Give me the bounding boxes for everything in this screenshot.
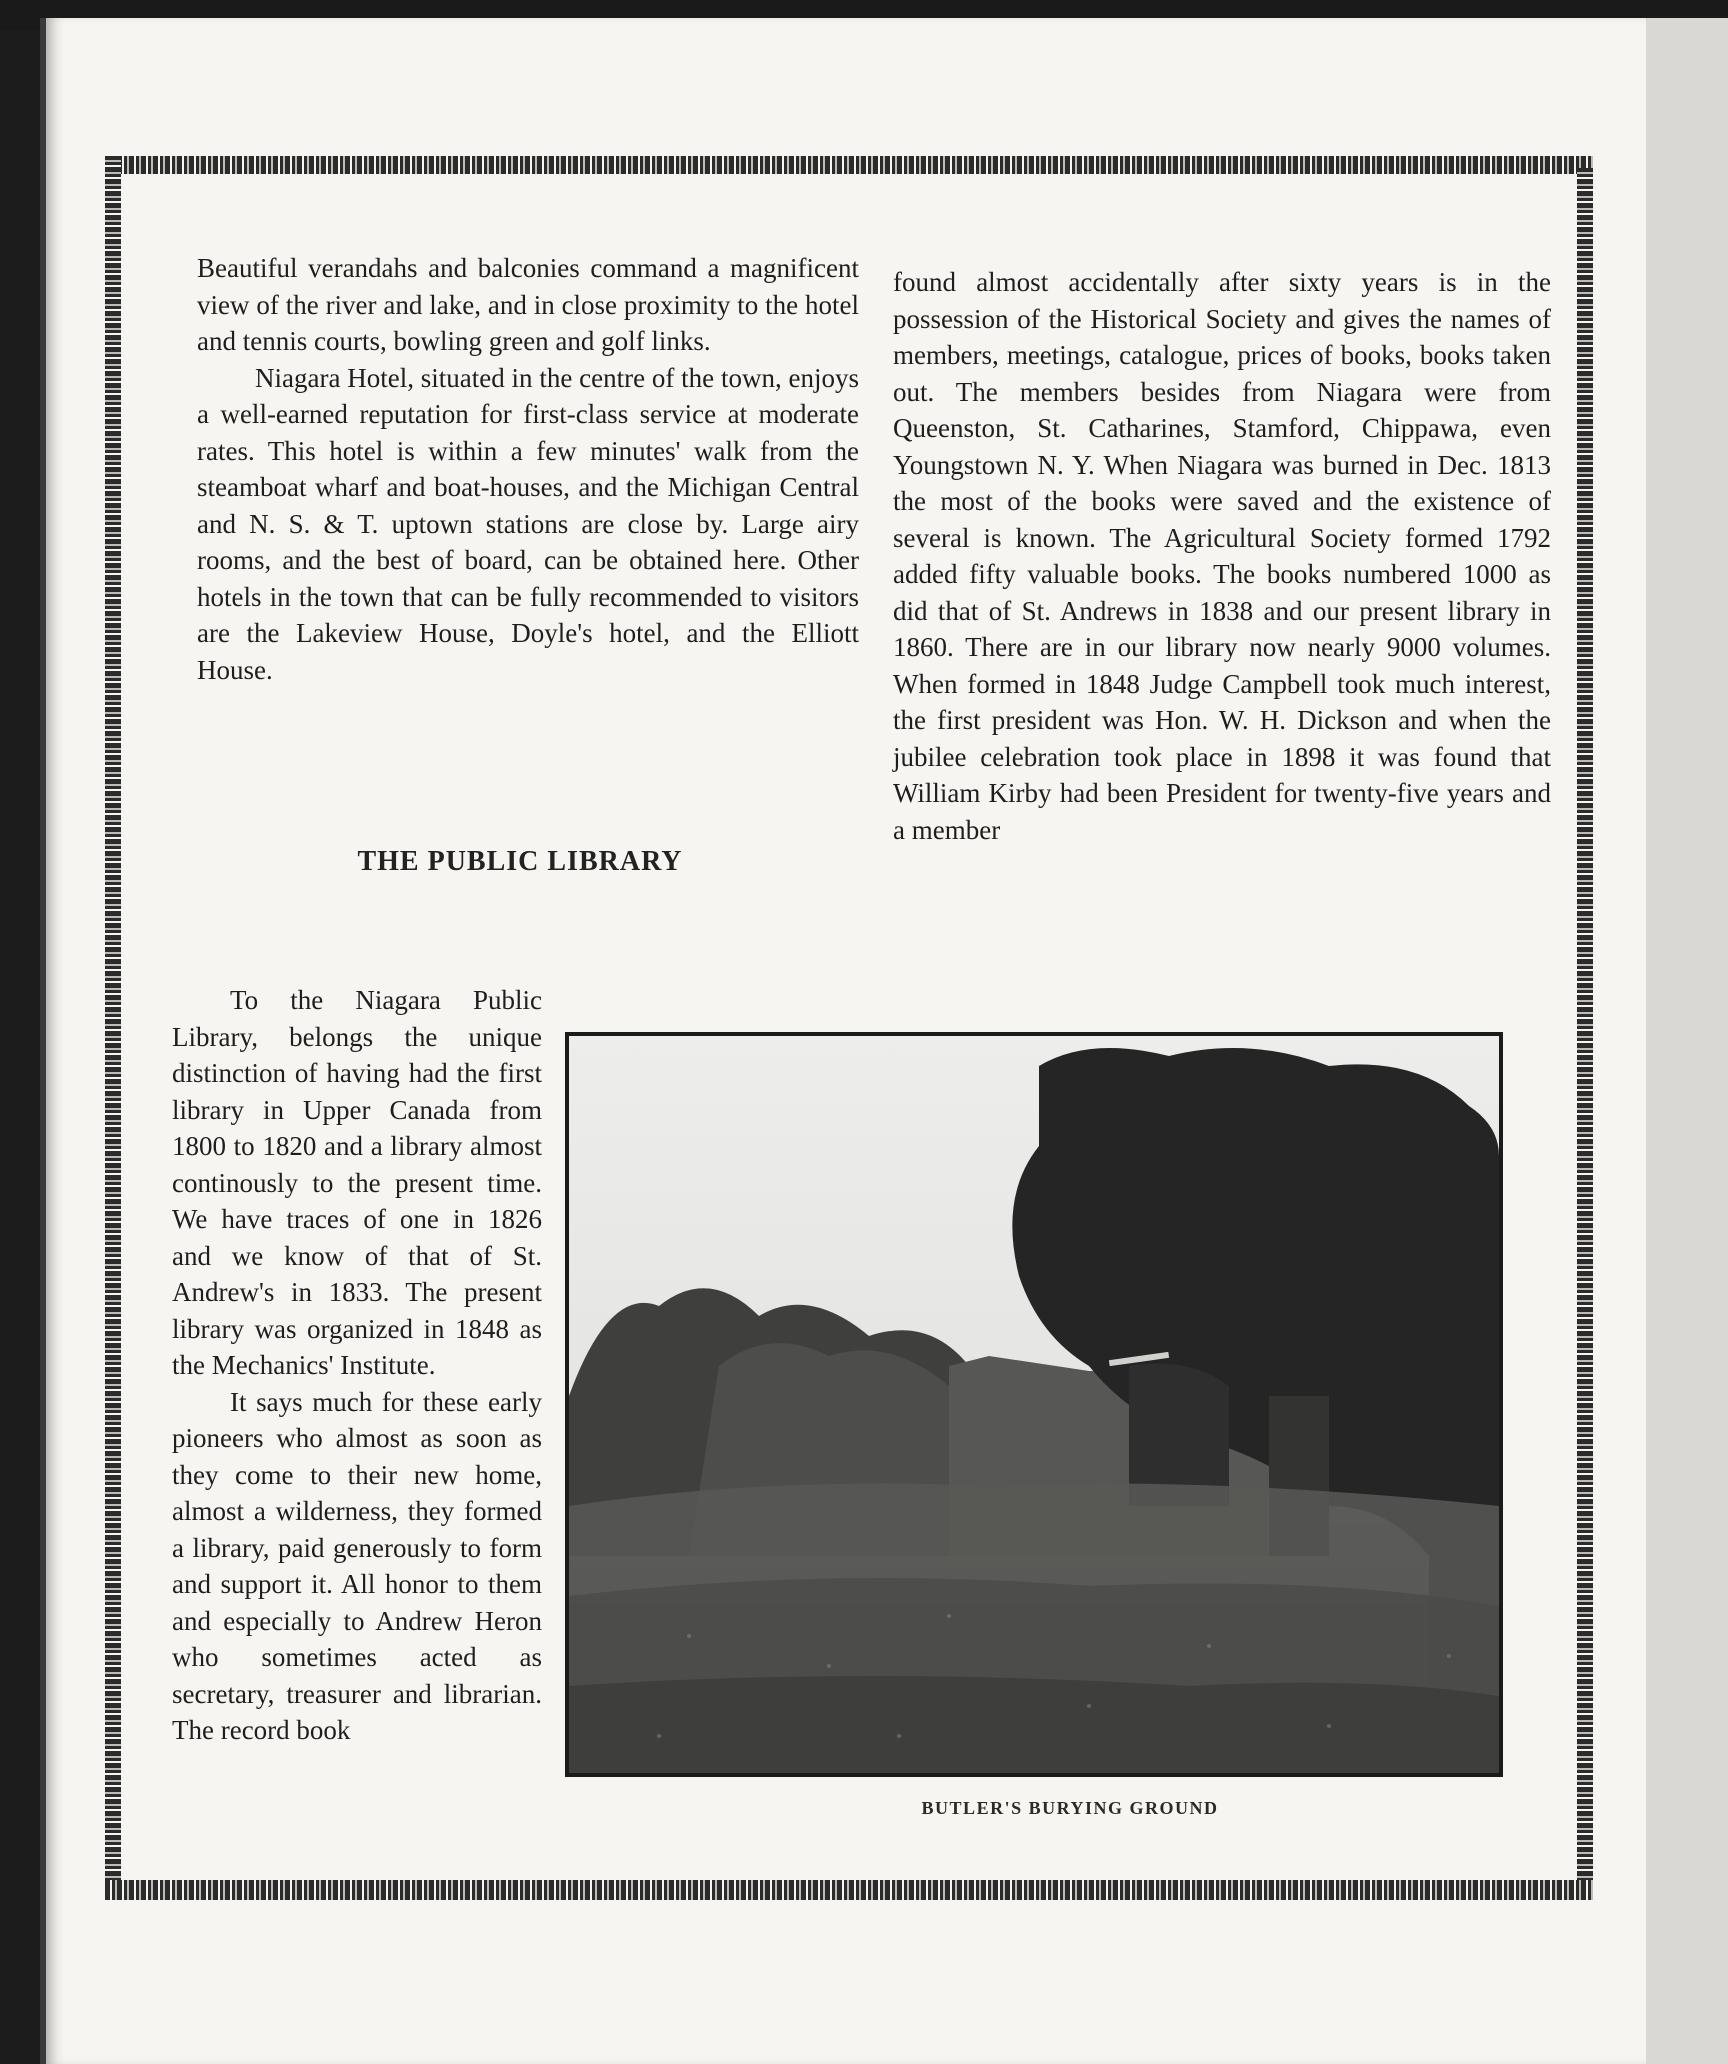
photo-caption: BUTLER'S BURYING GROUND — [921, 1798, 1219, 1818]
border-bottom — [105, 1880, 1593, 1900]
column-left-bottom — [172, 982, 542, 1749]
paragraph-verandahs: Beautiful verandahs and balconies command a magnificent view of the river and lake, and in close proximity to the hotel and tennis courts, bowling green and golf links. — [197, 253, 859, 356]
column-left-top — [197, 250, 859, 688]
border-top — [105, 156, 1593, 174]
photo-burying-ground — [565, 1032, 1503, 1777]
paragraph-public-library: To the Niagara Public Library, belongs the unique distinction of having had the first library in Upper Canada from 1800 to 1820 and a library almost continously to the present time. We have traces of one in 1826 and we know of that of St. Andrew's in 1833. The present library was organized in 1848 as the Mechanics' Institute. — [172, 985, 542, 1380]
border-right — [1577, 168, 1593, 1900]
paragraph-early-pioneers: It says much for these early pioneers who almost as soon as they come to their new home, almost a wilderness, they formed a library, paid generously to form and support it. All honor to them and especially to Andrew Heron who sometimes acted as secretary, treasurer and librarian. The record book — [172, 1386, 542, 1745]
photo-illustration — [569, 1036, 1499, 1773]
paragraph-record-book: found almost accidentally after sixty years is in the possession of the Historical Society and gives the names of members, meetings, catalogue, prices of books, books taken out. The members besides from Niagara were from Queenston, St. Catharines, Stamford, Chippawa, even Youngstown N. Y. When Niagara was burned in Dec. 1813 the most of the books were saved and the existence of several is known. The Agricultural Society formed 1792 added fifty valuable books. The books numbered 1000 as did that of St. Andrews in 1838 and our present library in 1860. There are in our library now nearly 9000 volumes. When formed in 1848 Judge Campbell took much interest, the first president was Hon. W. H. Dickson and when the jubilee celebration took place in 1898 it was found that William Kirby had been President for twenty-five years and a member — [893, 267, 1551, 845]
border-left — [105, 156, 121, 1900]
section-heading: THE PUBLIC LIBRARY — [357, 846, 683, 877]
column-right — [893, 264, 1551, 848]
paragraph-niagara-hotel: Niagara Hotel, situated in the centre of the town, enjoys a well-earned reputation for first-class service at moderate rates. This hotel is within a few minutes' walk from the steamboat wharf and boat-houses, and the Michigan Central and N. S. & T. uptown stations are close by. Large airy rooms, and the best of board, can be obtained here. Other hotels in the town that can be fully recommended to visitors are the Lakeview House, Doyle's hotel, and the Elliott House. — [197, 362, 859, 685]
